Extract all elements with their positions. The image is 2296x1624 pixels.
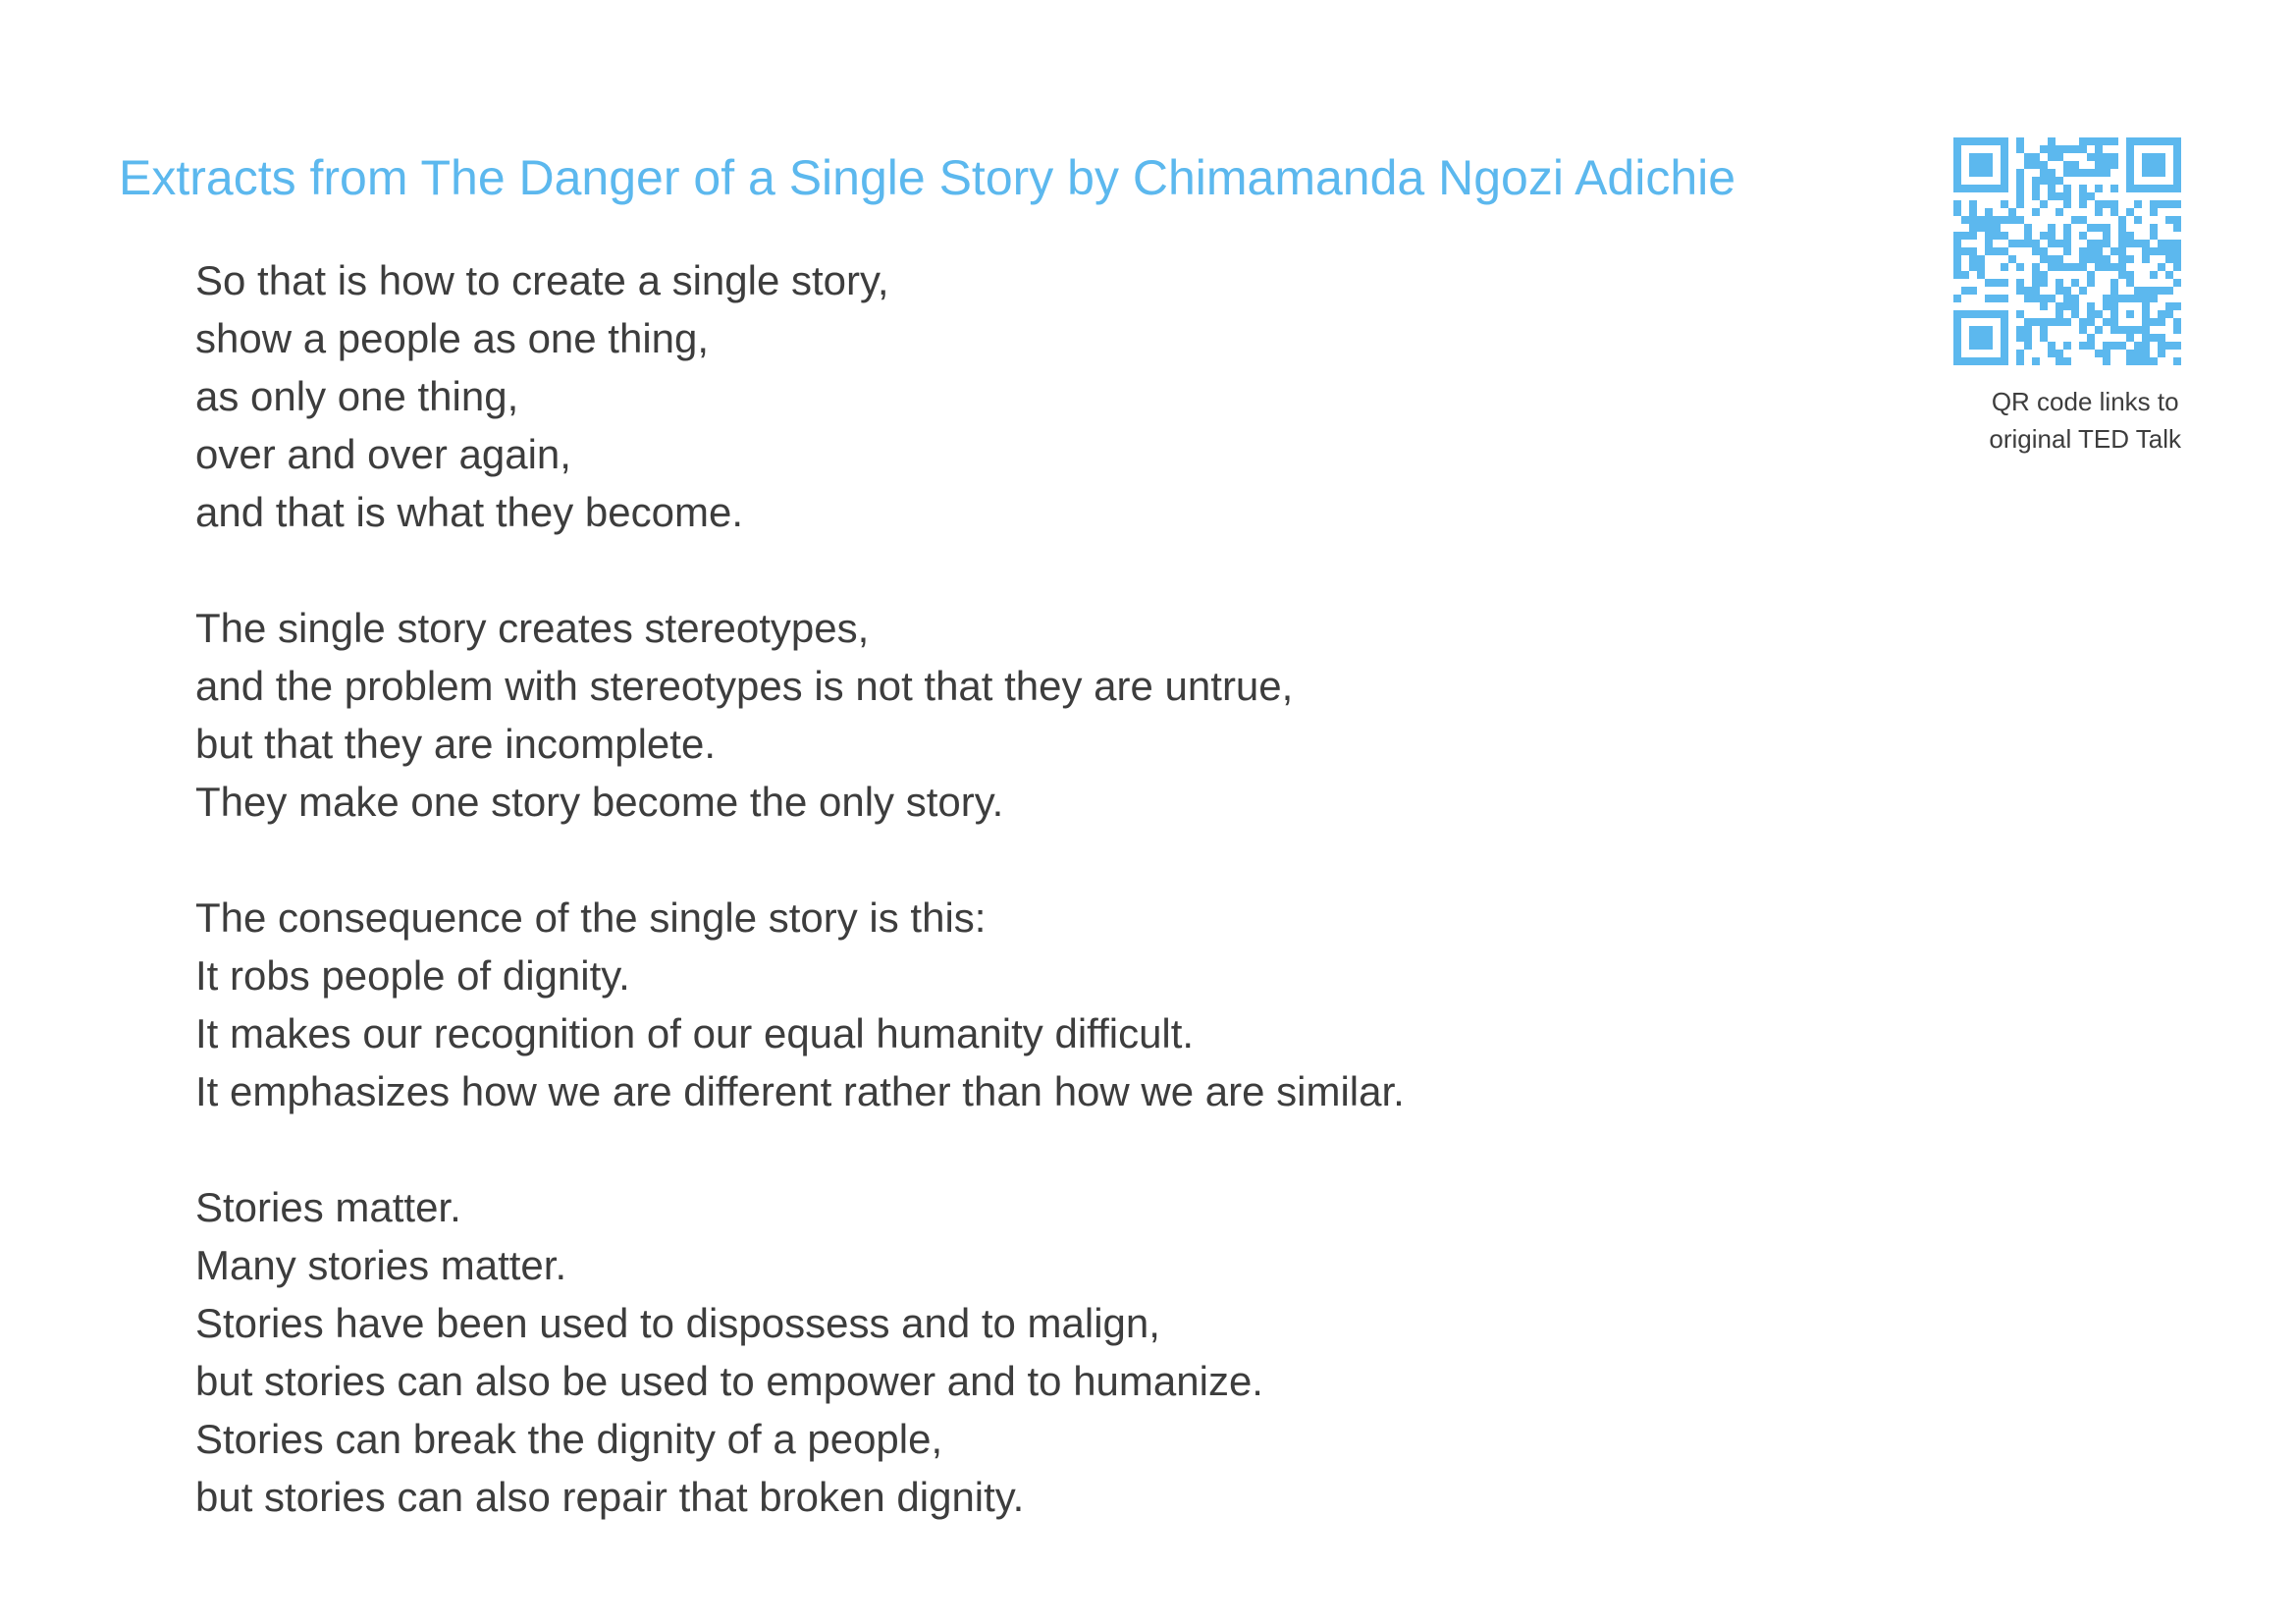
quote-line: Stories can break the dignity of a people, <box>195 1416 943 1462</box>
stanza <box>195 889 1405 1120</box>
quote-line: Stories have been used to dispossess and to malign, <box>195 1300 1160 1346</box>
stanza <box>195 599 1405 831</box>
quote-line: over and over again, <box>195 431 571 477</box>
quote-line: but that they are incomplete. <box>195 721 716 767</box>
qr-code-icon[interactable] <box>1953 137 2181 365</box>
stanza <box>195 1178 1405 1526</box>
qr-caption <box>1989 383 2181 458</box>
qr-caption-line: original TED Talk <box>1989 424 2181 454</box>
quote-line: It emphasizes how we are different rather than how we are similar. <box>195 1068 1405 1114</box>
quote-line: Stories matter. <box>195 1184 461 1230</box>
quote-line: show a people as one thing, <box>195 315 710 361</box>
quote-line: Many stories matter. <box>195 1242 567 1288</box>
quote-line: but stories can also repair that broken dignity. <box>195 1474 1025 1520</box>
quote-line: So that is how to create a single story, <box>195 257 889 303</box>
quote-line: It robs people of dignity. <box>195 952 630 999</box>
quote-line: and that is what they become. <box>195 489 743 535</box>
quote-line: The consequence of the single story is this: <box>195 894 987 941</box>
quote-line: and the problem with stereotypes is not that they are untrue, <box>195 663 1294 709</box>
quote-line: but stories can also be used to empower and to humanize. <box>195 1358 1263 1404</box>
quote-line: The single story creates stereotypes, <box>195 605 870 651</box>
quote-line: It makes our recognition of our equal humanity difficult. <box>195 1010 1195 1056</box>
quote-extracts <box>195 251 1405 1584</box>
qr-caption-line: QR code links to <box>1991 387 2179 416</box>
stanza <box>195 251 1405 541</box>
qr-block <box>1953 137 2181 458</box>
quote-line: They make one story become the only story. <box>195 779 1004 825</box>
page-title: Extracts from The Danger of a Single Story by Chimamanda Ngozi Adichie <box>119 150 1736 205</box>
quote-line: as only one thing, <box>195 373 519 419</box>
